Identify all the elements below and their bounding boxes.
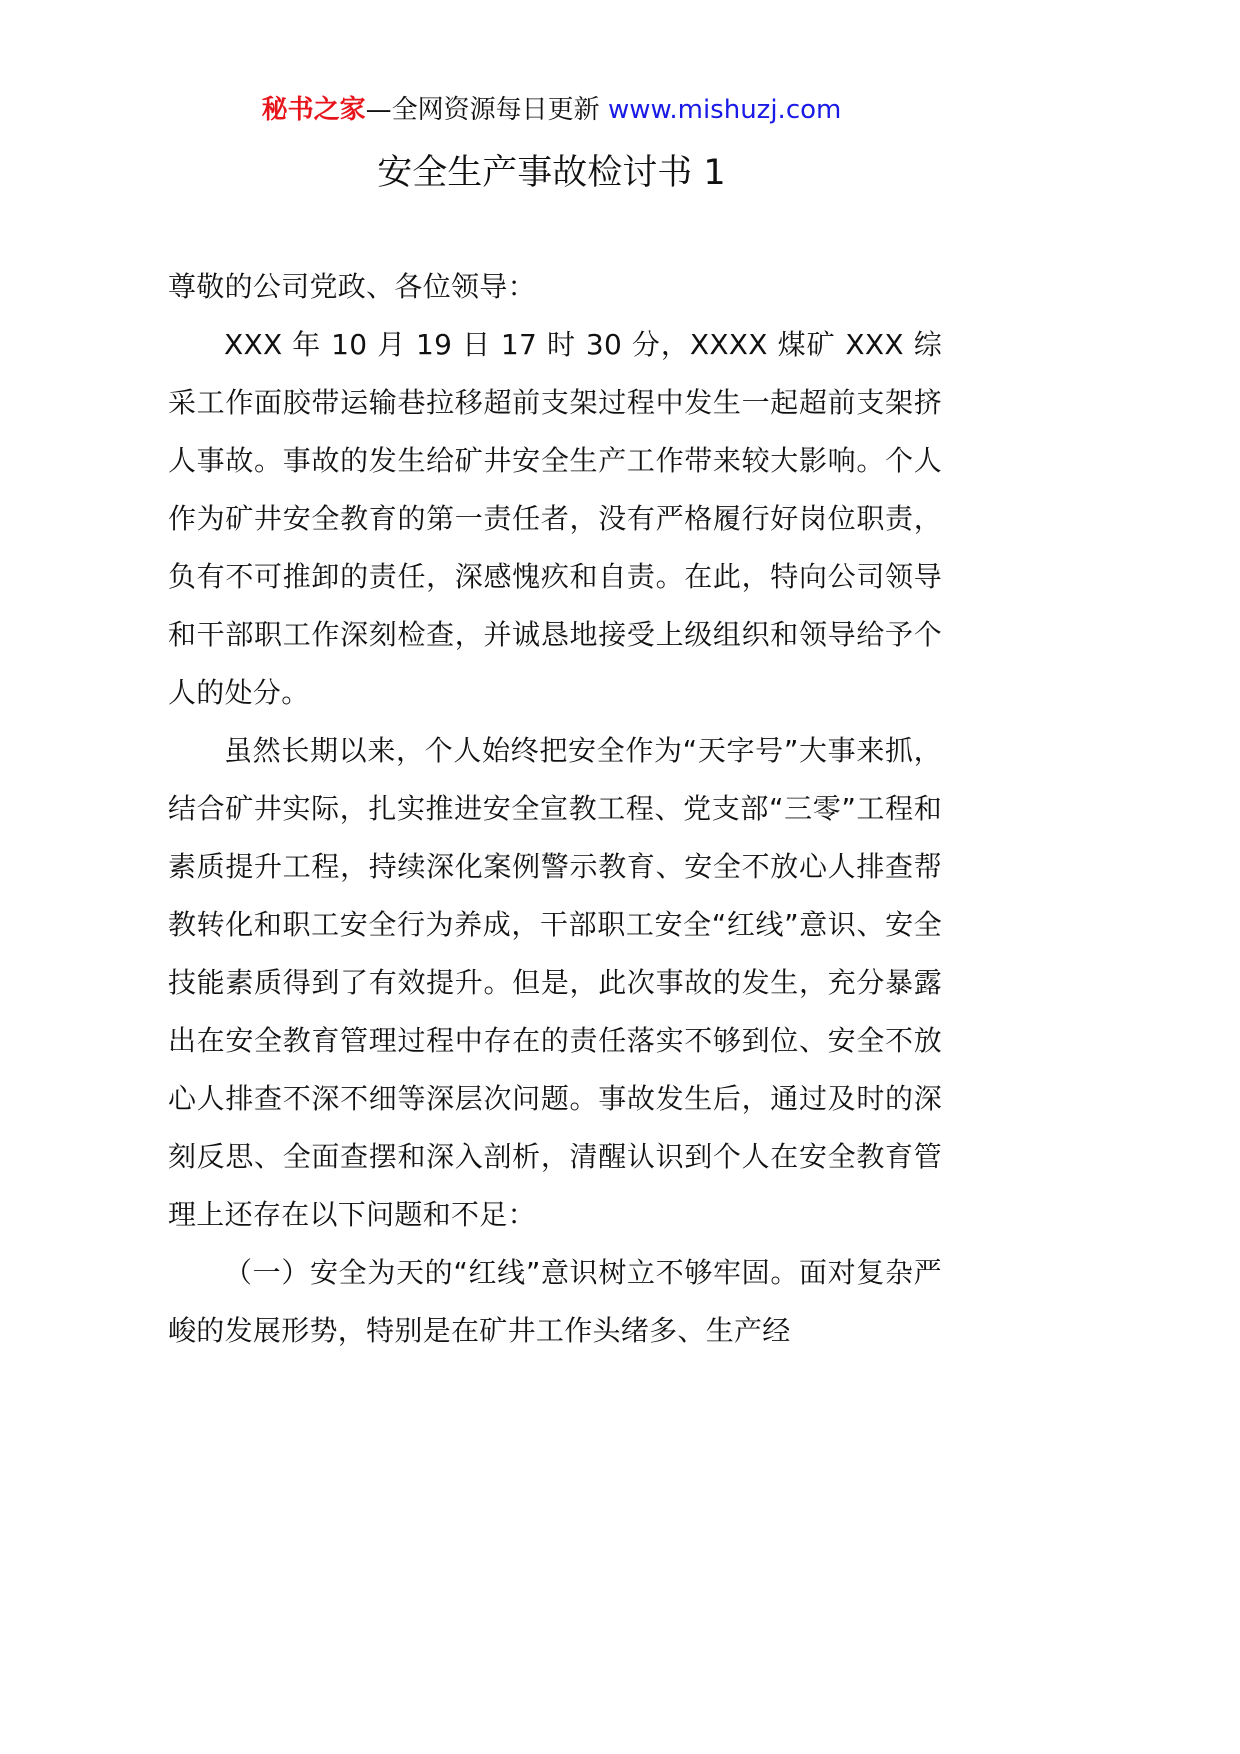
salutation: 尊敬的公司党政、各位领导： — [168, 270, 536, 303]
site-banner — [0, 92, 1103, 128]
paragraph-3: （一）安全为天的“红线”意识树立不够牢固。面对复杂严峻的发展形势，特别是在矿井工作头绪多、生产经 — [168, 1256, 942, 1347]
document-title: 安全生产事故检讨书 1 — [377, 153, 726, 193]
paragraph-1: XXX 年 10 月 19 日 17 时 30 分，XXXX 煤矿 XXX 综采工作面胶带运输巷拉移超前支架过程中发生一起超前支架挤人事故。事故的发生给矿井安全生产工作带来较大影响。个人作为矿井安全教育的第一责任者，没有严格履行好岗位职责，负有不可推卸的责任，深感愧疚和自责。在此，特向公司领导和干部职工作深刻检查，并诚恳地接受上级组织和领导给予个人的处分。 — [168, 328, 942, 709]
site-name: 秘书之家 — [261, 95, 366, 125]
paragraph-2: 虽然长期以来，个人始终把安全作为“天字号”大事来抓，结合矿井实际，扎实推进安全宣教工程、党支部“三零”工程和素质提升工程，持续深化案例警示教育、安全不放心人排查帮教转化和职工安全行为养成，干部职工安全“红线”意识、安全技能素质得到了有效提升。但是，此次事故的发生，充分暴露出在安全教育管理过程中存在的责任落实不够到位、安全不放心人排查不深不细等深层次问题。事故发生后，通过及时的深刻反思、全面查摆和深入剖析，清醒认识到个人在安全教育管理上还存在以下问题和不足： — [168, 734, 942, 1231]
document-body — [168, 258, 942, 1360]
site-url-link[interactable]: www.mishuzj.com — [607, 95, 842, 125]
site-tagline: —全网资源每日更新 — [365, 95, 600, 125]
